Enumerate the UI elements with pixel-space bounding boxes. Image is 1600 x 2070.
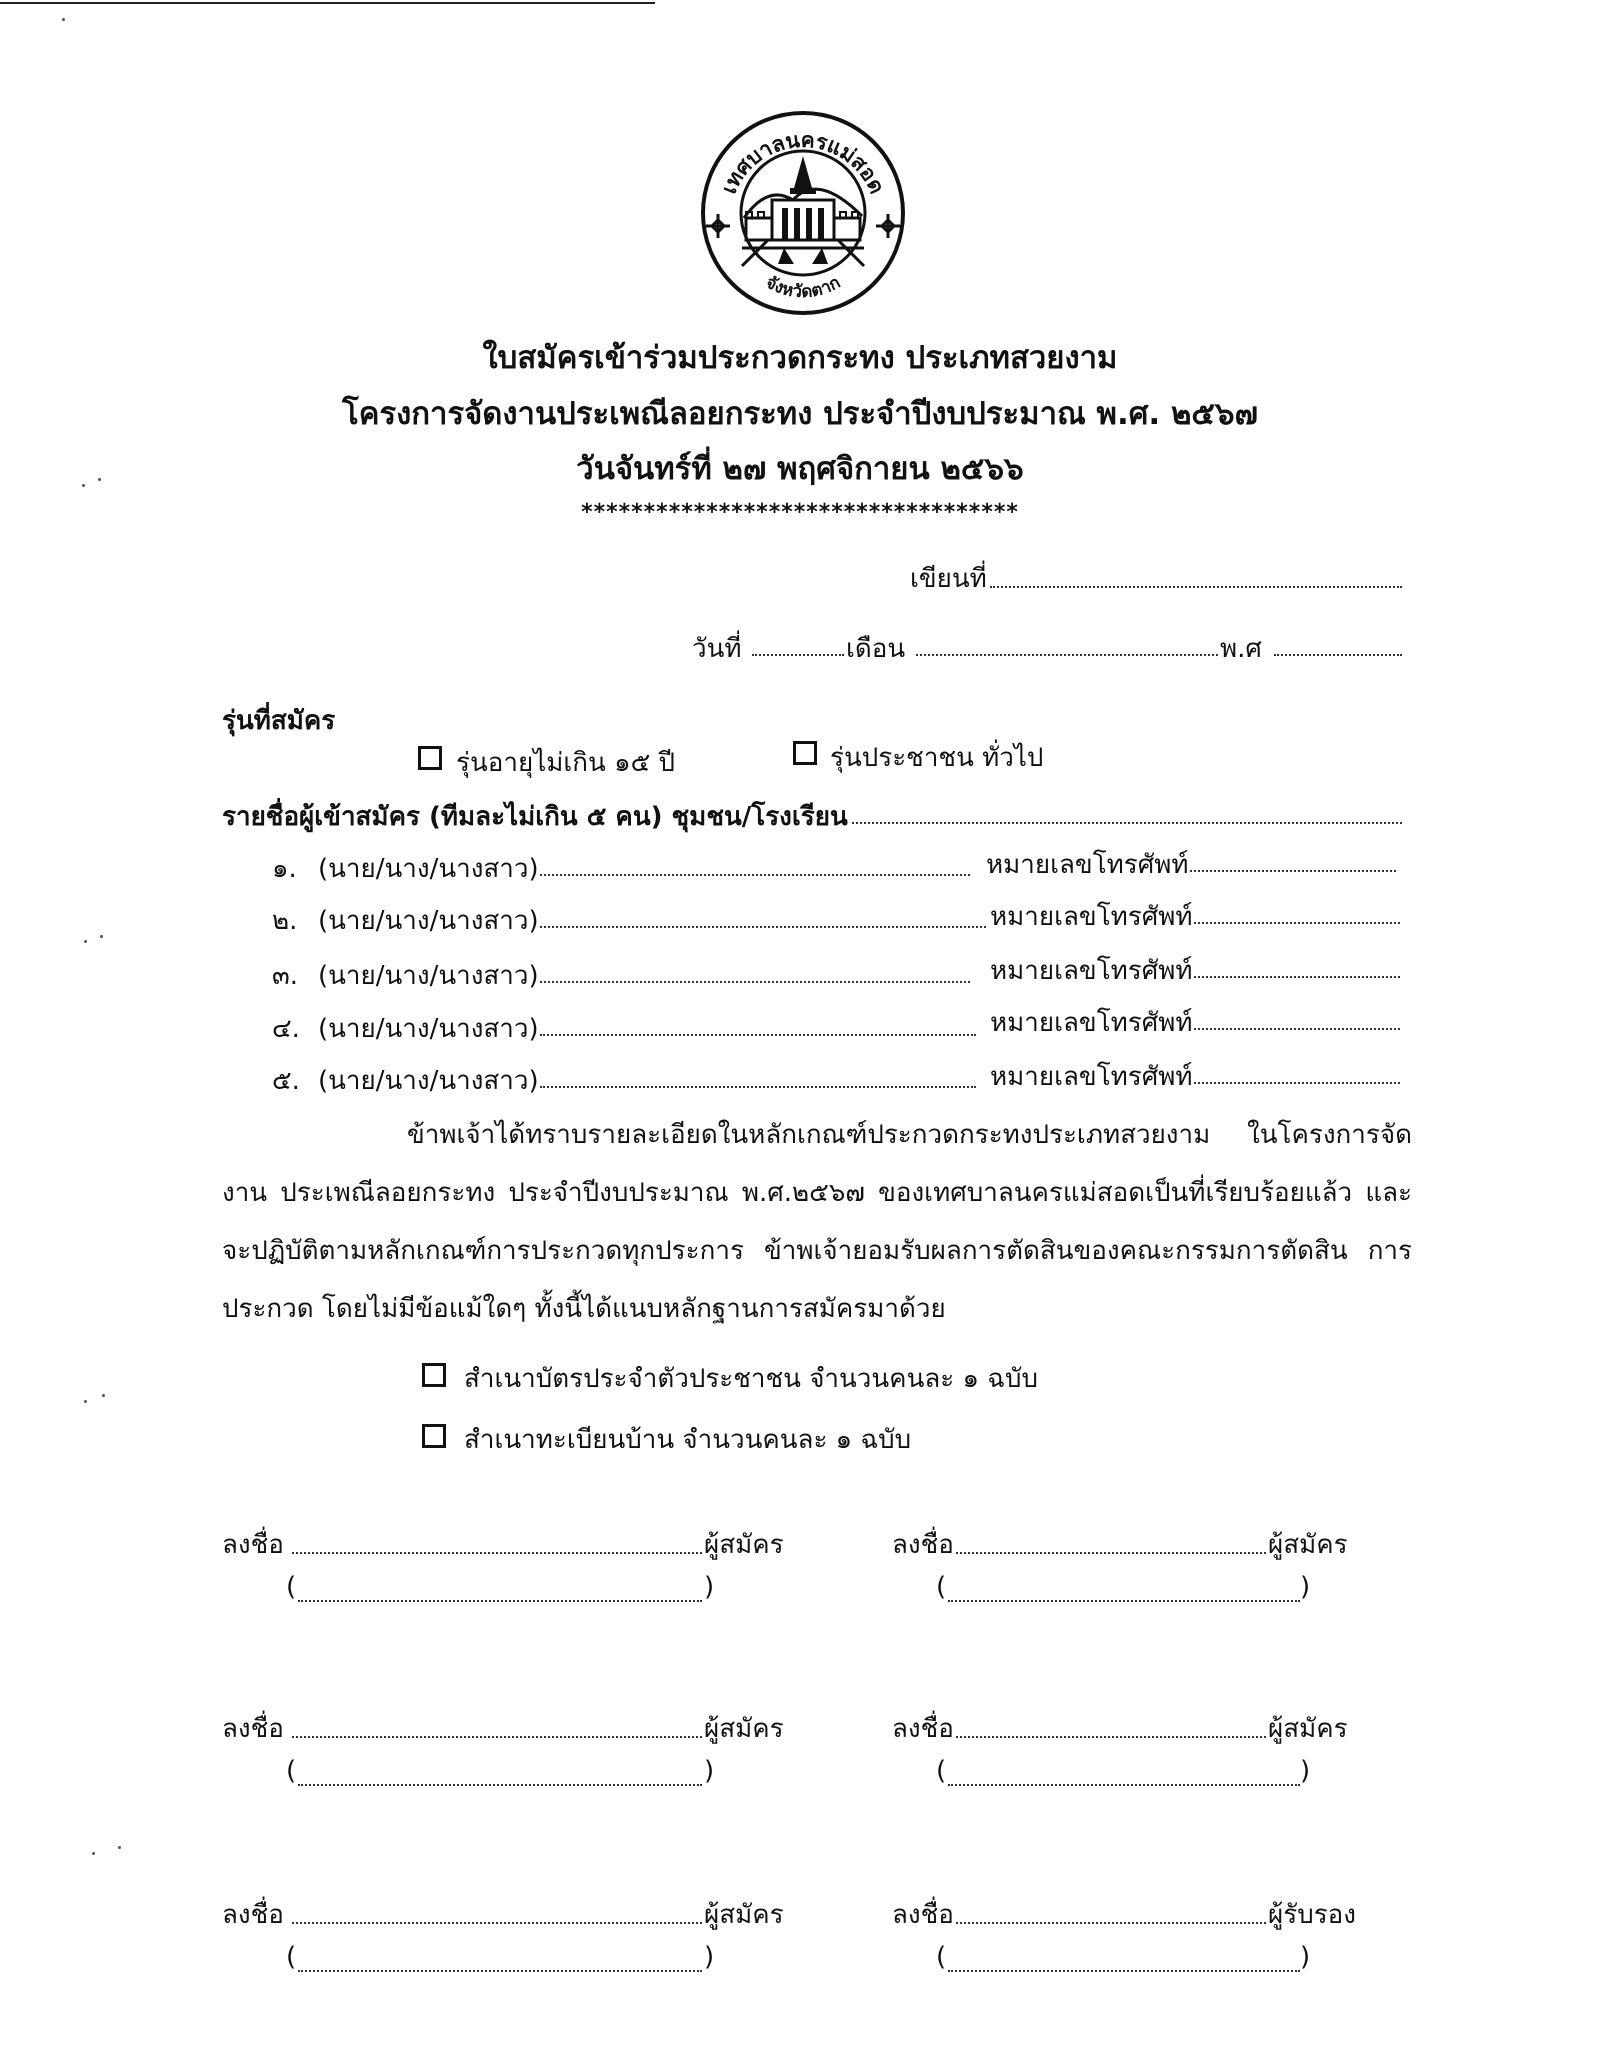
close-paren: ) (704, 1756, 715, 1786)
category-general-label: รุ่นประชาชน ทั่วไป (830, 743, 1044, 773)
category-heading: รุ่นที่สมัคร (222, 706, 336, 736)
applicant-name-field[interactable] (540, 1086, 976, 1088)
signature-field[interactable] (956, 1552, 1266, 1554)
phone-field[interactable] (1194, 976, 1400, 978)
open-paren: ( (936, 1572, 947, 1602)
sign-label: ลงชื่อ (222, 1714, 284, 1744)
scan-speck (100, 935, 103, 938)
phone-field[interactable] (1194, 1028, 1400, 1030)
applicant-number: ๑. (272, 854, 297, 884)
scan-speck (84, 1400, 87, 1403)
form-title: ใบสมัครเข้าร่วมประกวดกระทง ประเภทสวยงาม (482, 340, 1118, 376)
sign-label: ลงชื่อ (892, 1900, 954, 1930)
written-at-field[interactable] (990, 586, 1402, 588)
printed-name-field[interactable] (948, 1970, 1300, 1972)
signature-field[interactable] (292, 1552, 702, 1554)
applicant-name-field[interactable] (540, 1034, 976, 1036)
category-general-checkbox[interactable] (793, 741, 817, 765)
scan-speck (84, 940, 87, 943)
event-date-title: วันจันทร์ที่ ๒๗ พฤศจิกายน ๒๕๖๖ (576, 451, 1024, 487)
date-year-field[interactable] (1274, 654, 1402, 656)
applicant-number: ๔. (272, 1014, 300, 1044)
printed-name-field[interactable] (948, 1600, 1300, 1602)
close-paren: ) (1300, 1942, 1311, 1972)
applicant-name-field[interactable] (540, 874, 970, 876)
category-under15-checkbox[interactable] (418, 746, 442, 770)
phone-label: หมายเลขโทรศัพท์ (990, 956, 1193, 986)
project-title: โครงการจัดงานประเพณีลอยกระทง ประจำปีงบประมาณ พ.ศ. ๒๕๖๗ (342, 396, 1258, 432)
doc-house-registration-label: สำเนาทะเบียนบ้าน จำนวนคนละ ๑ ฉบับ (464, 1425, 912, 1455)
date-year-label: พ.ศ (1220, 634, 1262, 664)
written-at-label: เขียนที่ (910, 564, 987, 594)
role-label: ผู้สมัคร (1268, 1714, 1348, 1744)
scan-speck (118, 1846, 121, 1849)
applicant-name-field[interactable] (540, 981, 970, 983)
open-paren: ( (286, 1942, 297, 1972)
printed-name-field[interactable] (298, 1970, 702, 1972)
municipal-seal-logo (698, 108, 908, 318)
sign-label: ลงชื่อ (222, 1530, 284, 1560)
scan-speck (92, 1852, 95, 1855)
signature-field[interactable] (292, 1922, 702, 1924)
applicant-prefix: (นาย/นาง/นางสาว) (318, 854, 539, 884)
printed-name-field[interactable] (298, 1784, 702, 1786)
signature-field[interactable] (956, 1736, 1266, 1738)
phone-label: หมายเลขโทรศัพท์ (990, 1062, 1193, 1092)
applicant-number: ๓. (272, 961, 299, 991)
role-label: ผู้สมัคร (704, 1714, 784, 1744)
applicants-heading: รายชื่อผู้เข้าสมัคร (ทีมละไม่เกิน ๕ คน) ชุมชน/โรงเรียน (222, 802, 848, 832)
signature-field[interactable] (956, 1922, 1266, 1924)
applicant-prefix: (นาย/นาง/นางสาว) (318, 906, 539, 936)
close-paren: ) (704, 1942, 715, 1972)
certifier-role-label: ผู้รับรอง (1268, 1900, 1356, 1930)
date-day-label: วันที่ (692, 634, 742, 664)
close-paren: ) (1300, 1756, 1311, 1786)
close-paren: ) (1300, 1572, 1311, 1602)
printed-name-field[interactable] (948, 1784, 1300, 1786)
top-border-line (0, 2, 655, 4)
phone-field[interactable] (1190, 870, 1396, 872)
role-label: ผู้สมัคร (704, 1900, 784, 1930)
applicant-number: ๒. (272, 906, 298, 936)
phone-field[interactable] (1194, 922, 1400, 924)
sign-label: ลงชื่อ (222, 1900, 284, 1930)
declaration-paragraph (222, 1106, 1412, 1338)
applicant-number: ๕. (272, 1066, 300, 1096)
doc-house-registration-checkbox[interactable] (422, 1424, 446, 1448)
declaration-line: ข้าพเจ้าได้ทราบรายละเอียดในหลักเกณฑ์ประกวดกระทงประเภทสวยงาม ในโครงการจัดงาน (222, 1120, 1412, 1208)
star-divider: *********************************** (581, 500, 1019, 525)
applicant-prefix: (นาย/นาง/นางสาว) (318, 961, 539, 991)
applicant-prefix: (นาย/นาง/นางสาว) (318, 1066, 539, 1096)
doc-id-card-label: สำเนาบัตรประจำตัวประชาชน จำนวนคนละ ๑ ฉบับ (464, 1364, 1038, 1394)
open-paren: ( (936, 1756, 947, 1786)
sign-label: ลงชื่อ (892, 1530, 954, 1560)
scan-speck (62, 18, 65, 21)
applicant-name-field[interactable] (540, 926, 986, 928)
date-month-label: เดือน (846, 634, 906, 664)
open-paren: ( (286, 1756, 297, 1786)
declaration-line: การประกวด โดยไม่มีข้อแม้ใดๆ ทั้งนี้ได้แนบหลักฐานการสมัครมาด้วย (222, 1236, 1412, 1324)
declaration-line: และจะปฏิบัติตามหลักเกณฑ์การประกวดทุกประการ ข้าพเจ้ายอมรับผลการตัดสินของคณะกรรมการตัดสิน (222, 1178, 1413, 1266)
open-paren: ( (286, 1572, 297, 1602)
phone-field[interactable] (1194, 1082, 1400, 1084)
phone-label: หมายเลขโทรศัพท์ (986, 850, 1189, 880)
printed-name-field[interactable] (298, 1600, 702, 1602)
role-label: ผู้สมัคร (1268, 1530, 1348, 1560)
sign-label: ลงชื่อ (892, 1714, 954, 1744)
doc-id-card-checkbox[interactable] (422, 1363, 446, 1387)
phone-label: หมายเลขโทรศัพท์ (990, 902, 1193, 932)
date-month-field[interactable] (916, 654, 1218, 656)
close-paren: ) (704, 1572, 715, 1602)
community-school-field[interactable] (852, 822, 1402, 824)
open-paren: ( (936, 1942, 947, 1972)
scan-speck (102, 1394, 105, 1397)
seal-name-text: เทศบาลนครแม่สอด (716, 127, 890, 198)
seal-province-text: จังหวัดตาก (762, 272, 844, 303)
applicant-prefix: (นาย/นาง/นางสาว) (318, 1014, 539, 1044)
signature-field[interactable] (292, 1736, 702, 1738)
role-label: ผู้สมัคร (704, 1530, 784, 1560)
phone-label: หมายเลขโทรศัพท์ (990, 1008, 1193, 1038)
category-under15-label: รุ่นอายุไม่เกิน ๑๕ ปี (456, 748, 676, 778)
date-day-field[interactable] (752, 654, 844, 656)
declaration-line: ประเพณีลอยกระทง ประจำปีงบประมาณ พ.ศ.๒๕๖๗ ของเทศบาลนครแม่สอดเป็นที่เรียบร้อยแล้ว (280, 1178, 1353, 1208)
